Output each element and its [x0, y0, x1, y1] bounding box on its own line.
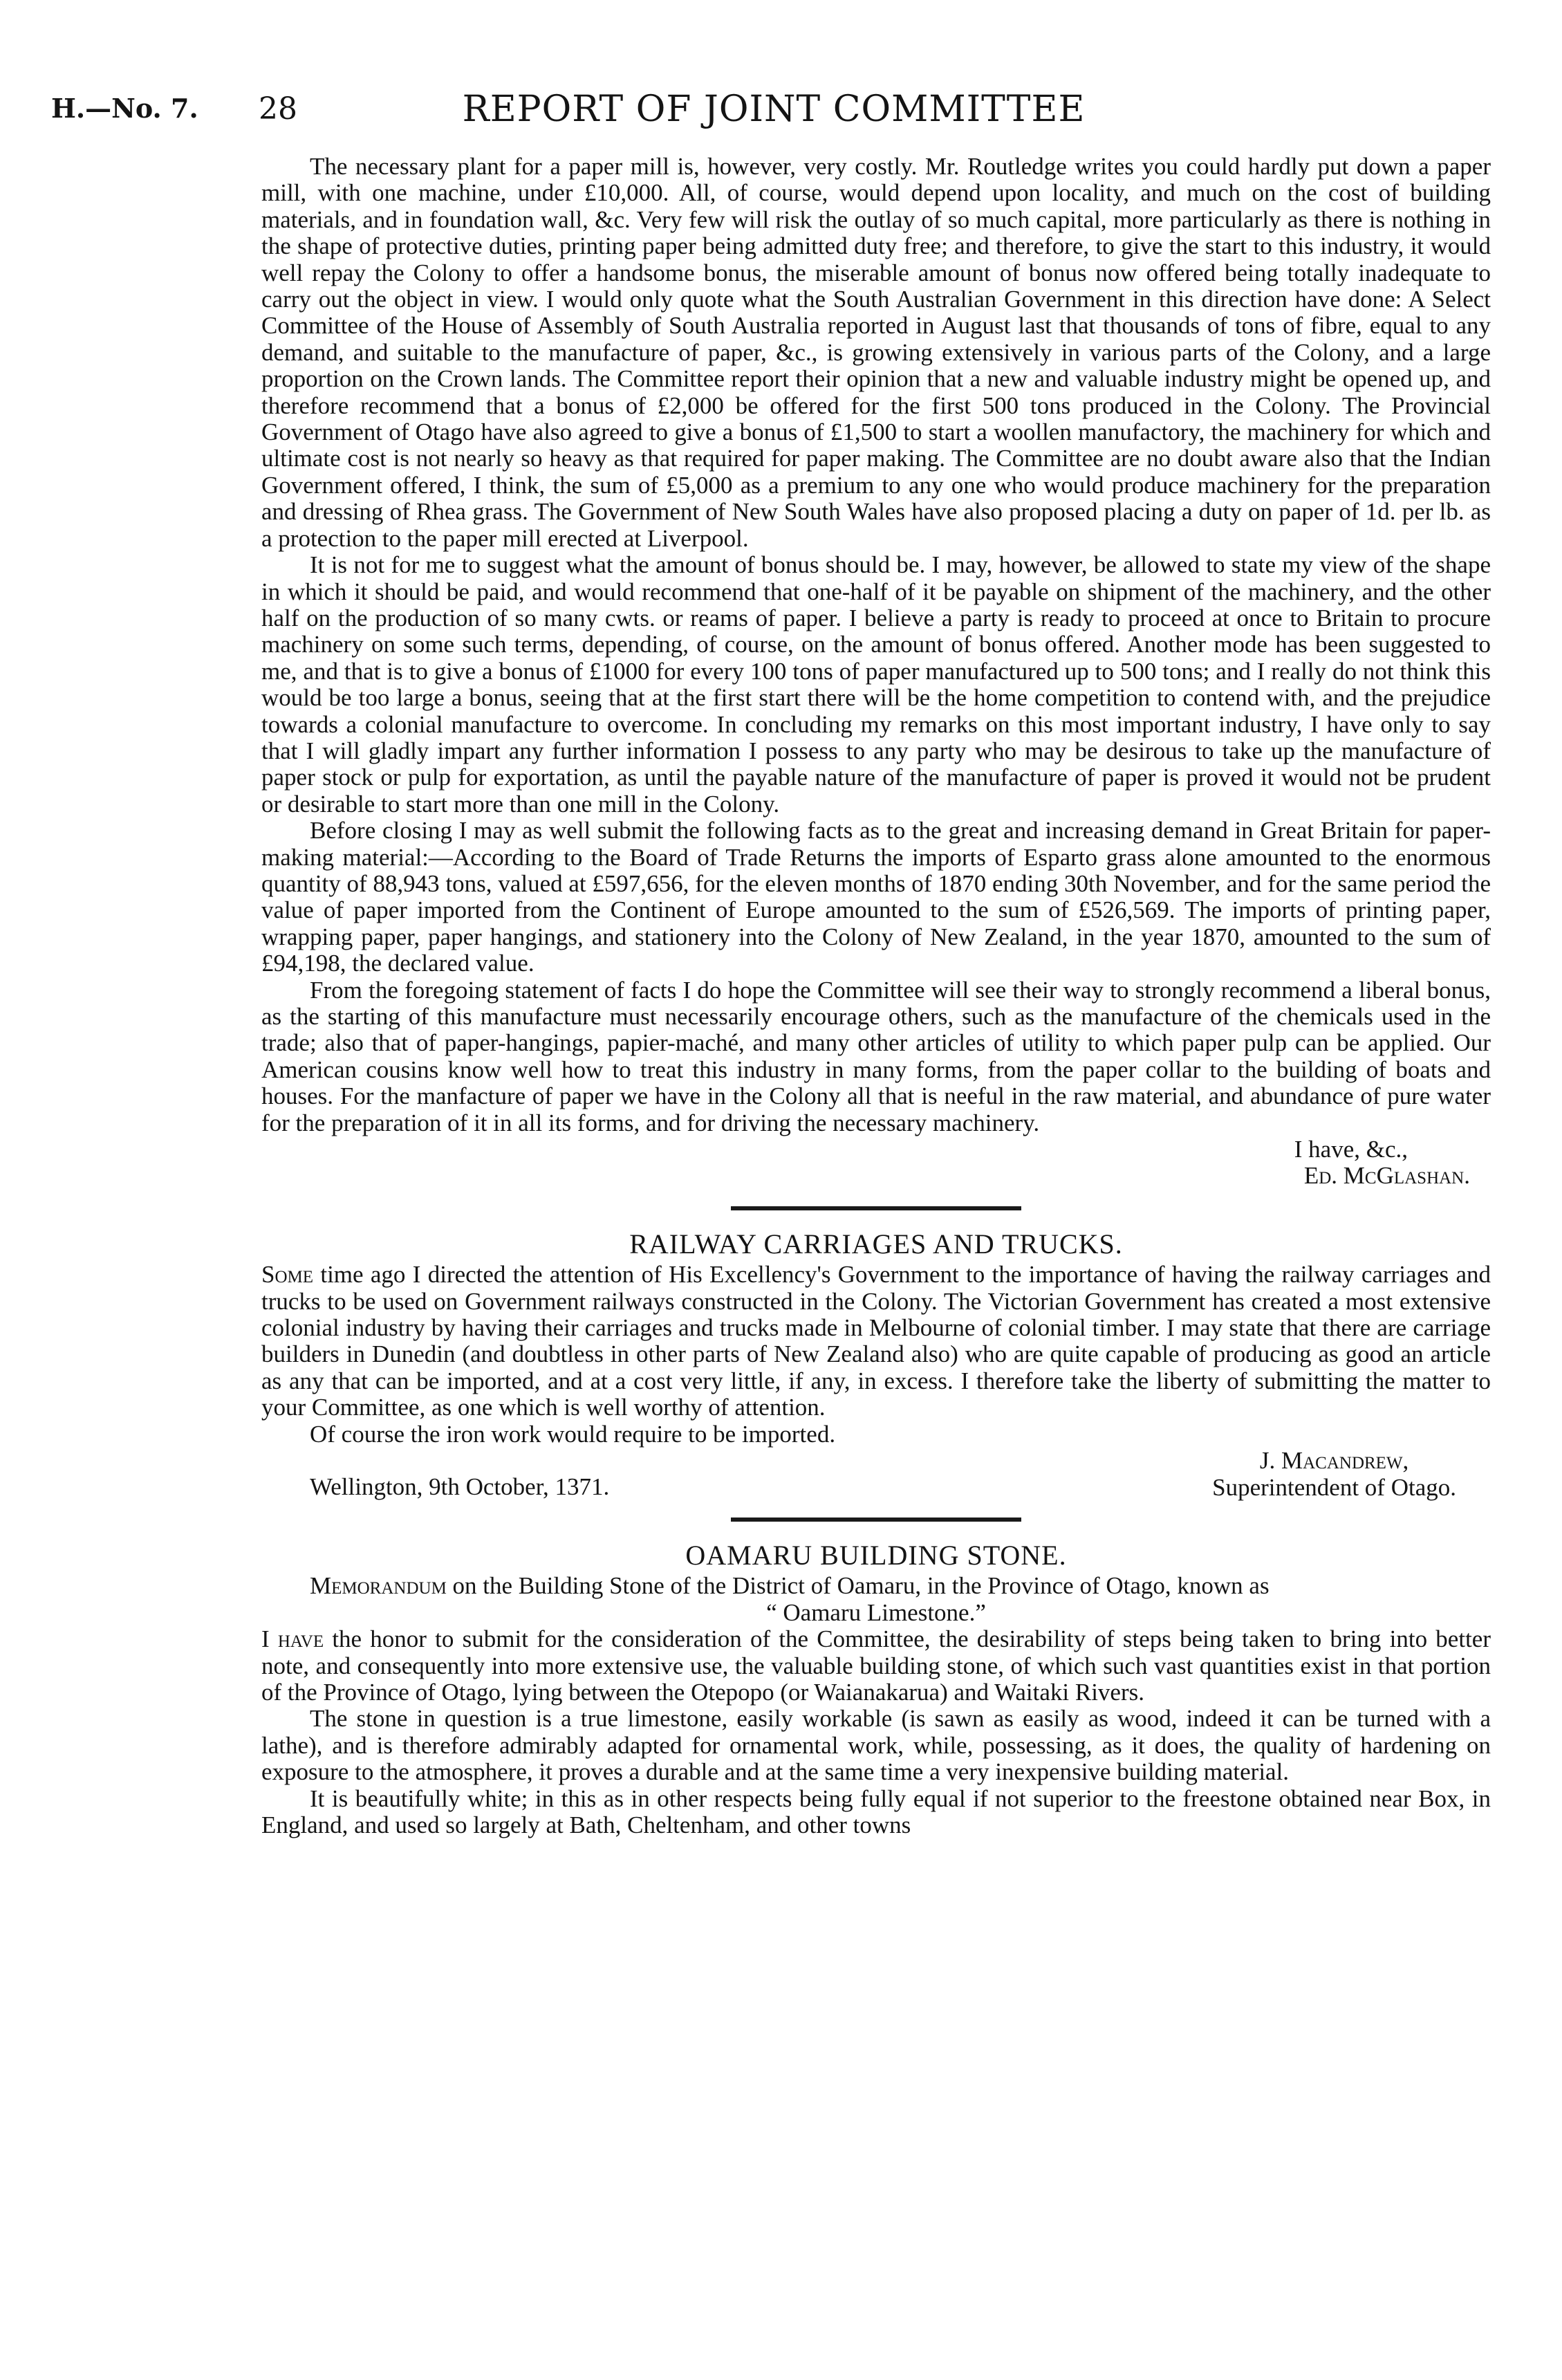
signatory-position: Superintendent of Otago. [1212, 1473, 1456, 1501]
oamaru-section [261, 1539, 1491, 1838]
section-divider [731, 1206, 1021, 1210]
document-body [261, 154, 1491, 1838]
section-heading: OAMARU BUILDING STONE. [685, 1539, 1067, 1571]
body-paragraph: It is not for me to suggest what the amount of bonus should be. I may, however, be allowed to state my view of the shape in which it should be paid, and would recommend that one-half of it be payable on shipment of the machinery, and the other half on the production of so many cwts. or reams of paper. I believe a party is ready to proceed at once to Britain to procure machinery on some such terms, depending, of course, on the amount of bonus offered. Another mode has been suggested to me, and that is to give a bonus of £1000 for every 100 tons of paper manufactured up to 500 tons; and I really do not think this would be too large a bonus, seeing that at the first start there will be the home competition to contend with, and the prejudice towards a colonial manufacture to overcome. In concluding my remarks on this most important industry, I have only to say that I will gladly impart any further information I possess to any party who may be desirous to take up the manufacture of paper stock or pulp for exportation, as until the payable nature of the manufacture of paper is proved it would not be prudent or desirable to start more than one mill in the Colony. [261, 551, 1491, 818]
body-paragraph: The necessary plant for a paper mill is, however, very costly. Mr. Routledge writes you could hardly put down a paper mill, with one machine, under £10,000. All, of course, would depend upon locality, and much on the cost of building materials, and in foundation wall, &c. Very few will risk the outlay of so much capital, more particularly as there is nothing in the shape of protective duties, printing paper being admitted duty free; and therefore, to give the start to this industry, it would well repay the Colony to offer a handsome bonus, the miserable amount of bonus now offered being totally inadequate to carry out the object in view. I would only quote what the South Australian Government in this direction have done: A Select Committee of the House of Assembly of South Australia reported in August last that thousands of tons of fibre, equal to any demand, and suitable to the manufacture of paper, &c., is growing extensively in various parts of the Colony, and a large proportion on the Crown lands. The Committee report their opinion that a new and valuable industry might be opened up, and therefore recommend that a bonus of £2,000 be offered for the first 500 tons produced in the Colony. The Provincial Government of Otago have also agreed to give a bonus of £1,500 to start a woollen manufactory, the machinery for which and ultimate cost is not nearly so heavy as that required for paper making. The Committee are no doubt aware also that the Indian Government offered, I think, the sum of £5,000 as a premium to any one who would produce machinery for the preparation and dressing of Rhea grass. The Government of New South Wales have also proposed placing a duty on paper of 1d. per lb. as a protection to the paper mill erected at Liverpool. [261, 153, 1491, 552]
memorandum-heading [261, 1573, 1491, 1599]
body-paragraph: From the foregoing statement of facts I do hope the Committee will see their way to strongly recommend a liberal bonus, as the starting of this manufacture must necessarily encourage others, such as the manufacture of the chemicals used in the trade; also that of paper-hangings, papier-maché, and many other articles of utility to which paper pulp can be applied. Our American cousins know well how to treat this industry in many forms, from the paper collar to the building of boats and houses. For the manfacture of paper we have in the Colony all that is neeful in the raw material, and abundance of pure water for the preparation of it in all its forms, and for driving the necessary machinery. [261, 976, 1491, 1136]
body-paragraph: It is beautifully white; in this as in other respects being fully equal if not superior to the freestone obtained near Box, in England, and used so largely at Bath, Cheltenham, and other towns [261, 1784, 1491, 1838]
running-title: REPORT OF JOINT COMMITTEE [462, 89, 1086, 130]
lead-word: I have [261, 1625, 324, 1653]
memorandum-text: on the Building Stone of the District of Oamaru, in the Province of Otago, known as [446, 1572, 1270, 1600]
signatory [1212, 1448, 1491, 1501]
letter-signature: Ed. McGlashan. [1303, 1162, 1470, 1190]
body-paragraph: Before closing I may as well submit the following facts as to the great and increasing demand in Great Britain for paper-making material:—According to the Board of Trade Returns the imports of Esparto grass alone amounted to the enormous quantity of 88,943 tons, valued at £597,656, for the eleven months of 1870 ending 30th November, and for the same period the value of paper imported from the Continent of Europe amounted to the sum of £526,569. The imports of printing paper, wrapping paper, paper hangings, and stationery into the Colony of New Zealand, in the year 1870, amounted to the sum of £94,198, the declared value. [261, 817, 1491, 977]
lead-word: Memorandum [310, 1572, 447, 1600]
letter-closing: I have, &c., [1294, 1136, 1408, 1163]
lead-word: Some [261, 1261, 314, 1289]
parliamentary-paper-ref: H.—No. 7. [51, 93, 198, 124]
section-divider [731, 1518, 1021, 1522]
section-heading: RAILWAY CARRIAGES AND TRUCKS. [629, 1228, 1123, 1260]
page-number: 28 [259, 91, 297, 127]
paragraph-text: time ago I directed the attention of His Excellency's Government to the importance of having the railway carriages and trucks to be used on Government railways constructed in the Colony. The Victorian Government has created a most extensive colonial industry by having their carriages and trucks made in Melbourne of colonial timber. I may state that there are carriage builders in Dunedin (and doubtless in other parts of New Zealand also) who are quite capable of producing as good an article as any that can be imported, and at a cost very little, if any, in excess. I therefore take the liberty of submitting the matter to your Committee, as one which is well worthy of attention. [261, 1261, 1491, 1421]
place-date: Wellington, 9th October, 1371. [310, 1473, 610, 1501]
signature-block [261, 1448, 1491, 1501]
signatory-name: J. Macandrew, [1259, 1447, 1409, 1475]
paragraph-text: the honor to submit for the consideration of the Committee, the desirability of steps being taken to bring into better note, and consequently into more extensive use, the valuable building stone, of which such vast quantities exist in that portion of the Province of Otago, lying between the Otepopo (or Waianakarua) and Waitaki Rivers. [261, 1625, 1491, 1706]
body-paragraph [261, 1626, 1491, 1706]
body-paragraph: The stone in question is a true limestone, easily workable (is sawn as easily as wood, indeed it can be turned with a lathe), and is therefore admirably adapted for ornamental work, while, possessing, as it does, the quality of hardening on exposure to the atmosphere, it proves a durable and at the same time a very inexpensive building material. [261, 1705, 1491, 1786]
page-header [51, 89, 1496, 130]
memorandum-subtitle: “ Oamaru Limestone.” [766, 1598, 986, 1626]
paper-mill-letter [261, 154, 1491, 1190]
body-paragraph: Of course the iron work would require to be imported. [310, 1420, 836, 1448]
railway-section [261, 1228, 1491, 1501]
body-paragraph [261, 1262, 1491, 1421]
